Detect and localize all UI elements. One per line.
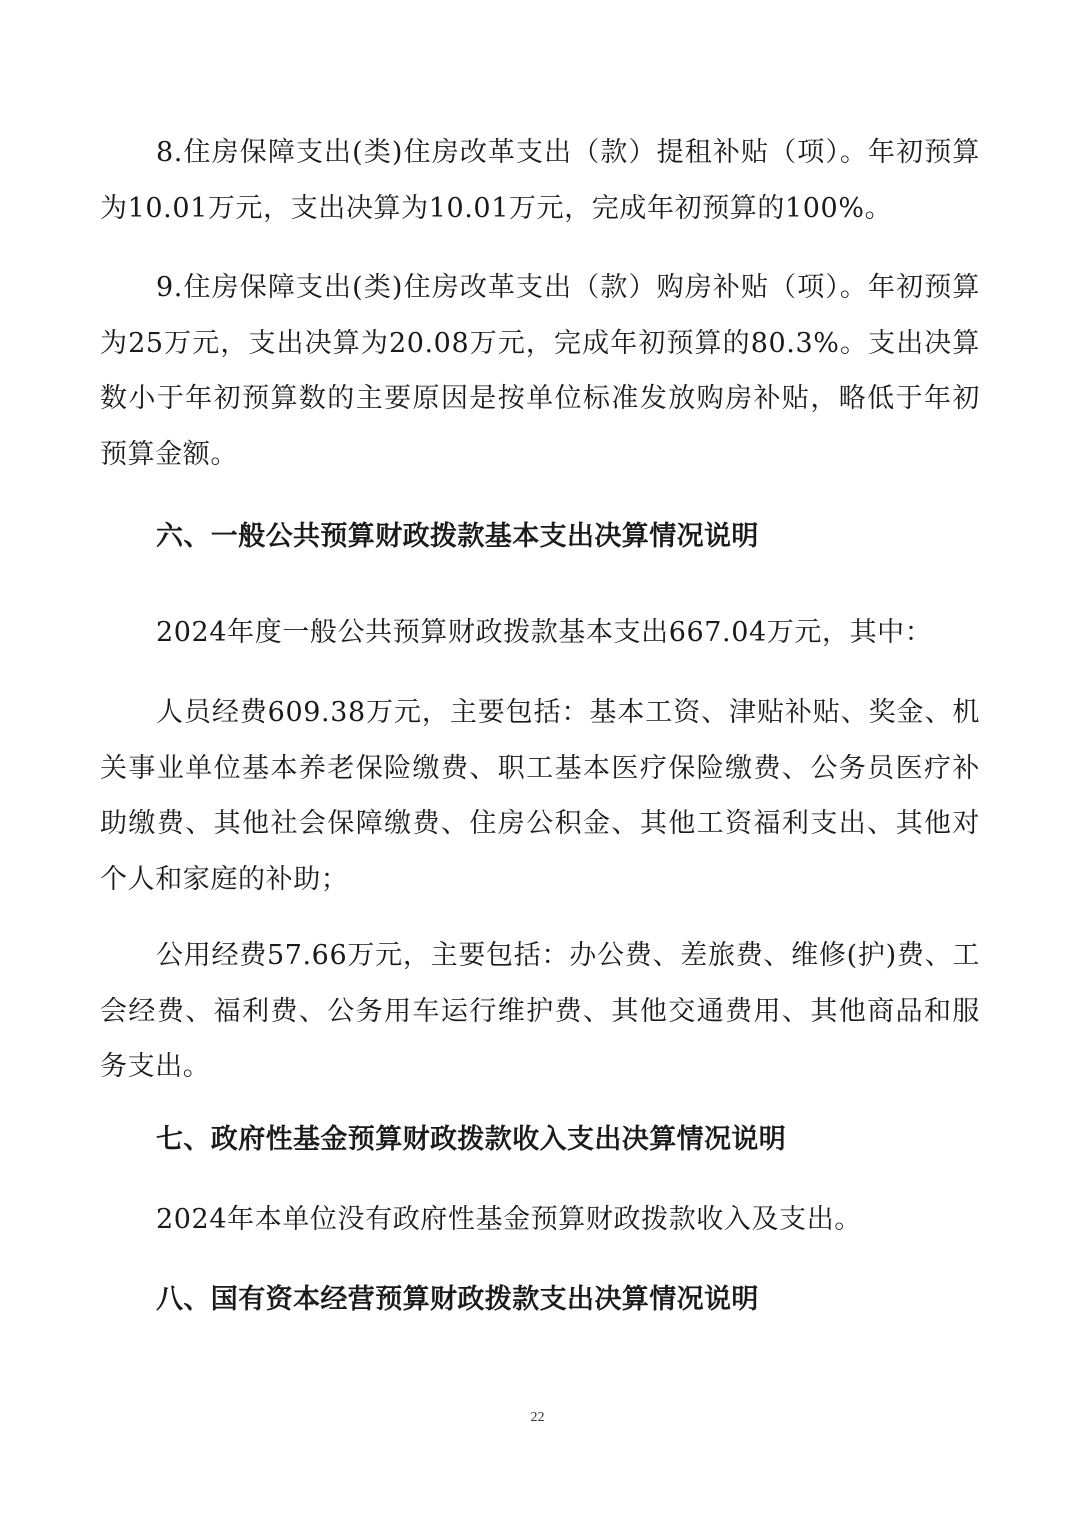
page-number: 22 (530, 1410, 545, 1425)
section-heading-seven: 七、政府性基金预算财政拨款收入支出决算情况说明 (156, 1124, 787, 1155)
paragraph-public-expenses: 公用经费57.66万元，主要包括：办公费、差旅费、维修(护)费、工会经费、福利费、公务用车运行维护费、其他交通费用、其他商品和服务支出。 (100, 940, 980, 1082)
paragraph-government-fund: 2024年本单位没有政府性基金预算财政拨款收入及支出。 (156, 1204, 862, 1235)
paragraph-housing-purchase-subsidy: 9.住房保障支出(类)住房改革支出（款）购房补贴（项）。年初预算为25万元，支出决算为20.08万元，完成年初预算的80.3%。支出决算数小于年初预算数的主要原因是按单位标准发放购房补贴，略低于年初预算金额。 (100, 272, 980, 470)
paragraph-basic-expenditure-total: 2024年度一般公共预算财政拨款基本支出667.04万元，其中： (156, 617, 933, 648)
paragraph-personnel-expenses: 人员经费609.38万元，主要包括：基本工资、津贴补贴、奖金、机关事业单位基本养老保险缴费、职工基本医疗保险缴费、公务员医疗补助缴费、其他社会保障缴费、住房公积金、其他工资福利支出、其他对个人和家庭的补助； (100, 697, 980, 895)
section-heading-six: 六、一般公共预算财政拨款基本支出决算情况说明 (156, 521, 759, 552)
section-heading-eight: 八、国有资本经营预算财政拨款支出决算情况说明 (156, 1284, 759, 1315)
paragraph-housing-rent-subsidy: 8.住房保障支出(类)住房改革支出（款）提租补贴（项）。年初预算为10.01万元，支出决算为10.01万元，完成年初预算的100%。 (100, 137, 980, 224)
